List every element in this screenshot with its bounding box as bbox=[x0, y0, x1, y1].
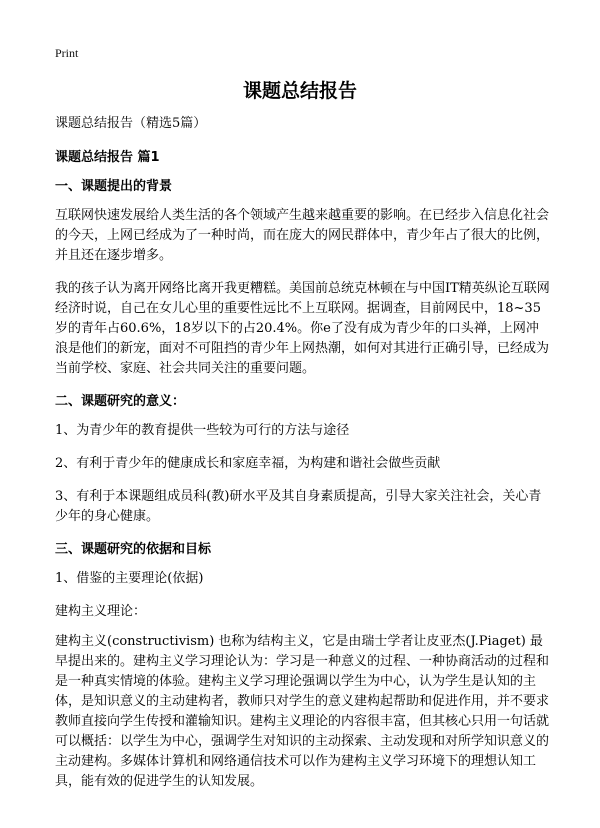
significance-item-2: 2、有利于青少年的健康成长和家庭幸福，为构建和谐社会做些贡献 bbox=[55, 456, 441, 471]
background-paragraph-2: 我的孩子认为离开网络比离开我更糟糕。美国前总统克林顿在与中国IT精英纵论互联网经济时说，自己在女儿心里的重要性远比不上互联网。据调查，目前网民中，18~35岁的青年占60.6%，18岁以下的占20.4%。你e了没有成为青少年的口头禅，上网冲浪是他们的新宠，面对不可阻挡的青少年上网热潮，如何对其进行正确引导，已经成为当前学校、家庭、社会共同关注的重要问题。 bbox=[55, 281, 550, 376]
section-heading-background: 一、课题提出的背景 bbox=[55, 179, 173, 194]
print-link[interactable]: Print bbox=[55, 46, 79, 60]
document-subtitle: 课题总结报告（精选5篇） bbox=[55, 116, 207, 131]
significance-item-3: 3、有利于本课题组成员科(教)研水平及其自身素质提高，引导大家关注社会，关心青少年的身心健康。 bbox=[55, 489, 542, 524]
section-heading-basis: 三、课题研究的依据和目标 bbox=[55, 542, 212, 557]
section-heading-significance: 二、课题研究的意义： bbox=[55, 394, 186, 409]
theory-paragraph: 建构主义(constructivism) 也称为结构主义，它是由瑞士学者让皮亚杰(J.Piaget) 最早提出来的。建构主义学习理论认为：学习是一种意义的过程、一种协商活动的过程和是一种真实情境的体验。建构主义学习理论强调以学生为中心，认为学生是认知的主体，是知识意义的主动建构者，教师只对学生的意义建构起帮助和促进作用，并不要求教师直接向学生传授和灌输知识。建构主义理论的内容很丰富，但其核心只用一句话就可以概括：以学生为中心，强调学生对知识的主动探索、主动发现和对所学知识意义的主动建构。多媒体计算机和网络通信技术可以作为建构主义学习环境下的理想认知工具，能有效的促进学生的认知发展。 bbox=[55, 634, 550, 789]
article-heading: 课题总结报告 篇1 bbox=[55, 150, 160, 165]
basis-sub-item: 1、借鉴的主要理论(依据) bbox=[55, 571, 204, 586]
theory-label: 建构主义理论： bbox=[55, 604, 147, 619]
significance-item-1: 1、为青少年的教育提供一些较为可行的方法与途径 bbox=[55, 423, 350, 438]
document-title: 课题总结报告 bbox=[242, 80, 357, 102]
document-body bbox=[55, 114, 550, 802]
background-paragraph-1: 互联网快速发展给人类生活的各个领域产生越来越重要的影响。在已经步入信息化社会的今天，上网已经成为了一种时尚，而在庞大的网民群体中，青少年占了很大的比例，并且还在逐步增多。 bbox=[55, 208, 550, 263]
